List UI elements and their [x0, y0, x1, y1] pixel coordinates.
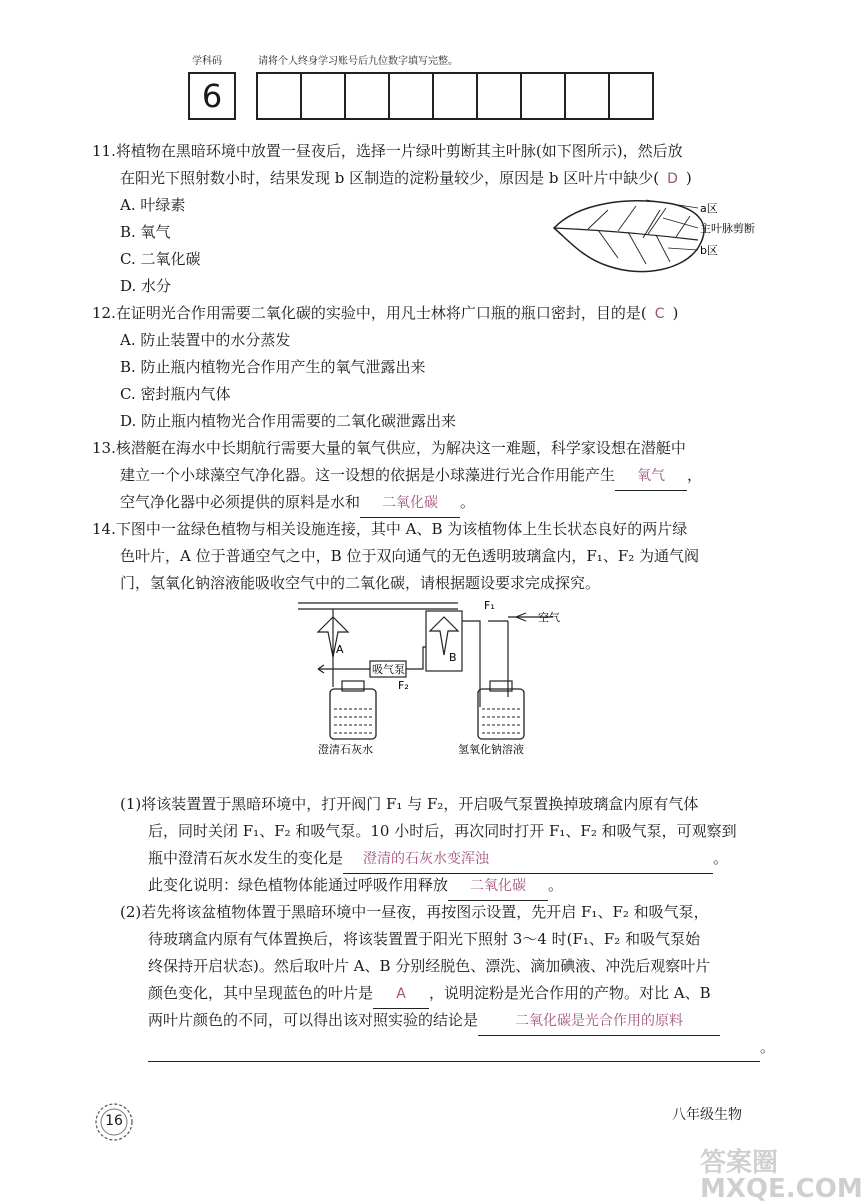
subject-code-box: 6 [188, 72, 236, 120]
label-leaf-b: B [449, 651, 457, 664]
digit-box[interactable] [256, 72, 302, 120]
q14-p1-line4 [148, 872, 563, 901]
q12-stem [92, 300, 678, 328]
digit-box[interactable] [300, 72, 346, 120]
q14-p1-line3-text: 瓶中澄清石灰水发生的变化是 [148, 849, 344, 867]
q11-answer: D [667, 171, 678, 187]
q11-stem-line1: 11.将植物在黑暗环境中放置一昼夜后，选择一片绿叶剪断其主叶脉(如下图所示)，然后放 [92, 142, 683, 160]
q14-p2-line1: (2)若先将该盆植物体置于黑暗环境中一昼夜，再按图示设置，先开启 F₁、F₂ 和吸气泵， [120, 903, 709, 921]
label-leaf-a: A [336, 643, 344, 656]
label-valve-f2: F₂ [398, 679, 409, 692]
q13-answer-oxygen[interactable]: 氧气 [615, 463, 687, 491]
q12-option-d: D. 防止瓶内植物光合作用需要的二氧化碳泄露出来 [120, 412, 457, 430]
q14-p1-period1: 。 [713, 849, 729, 867]
q12-stem-text: 12.在证明光合作用需要二氧化碳的实验中，用凡士林将广口瓶的瓶口密封，目的是( [92, 304, 647, 322]
q13-answer-co2[interactable]: 二氧化碳 [360, 490, 460, 518]
leaf-figure [548, 188, 778, 284]
q14-p2-line4-post: ，说明淀粉是光合作用的产物。对比 A、B [429, 984, 711, 1002]
label-b-zone: b区 [700, 244, 718, 257]
digit-box[interactable] [432, 72, 478, 120]
digit-box[interactable] [564, 72, 610, 120]
q14-p1-line4-text: 此变化说明：绿色植物体能通过呼吸作用释放 [148, 876, 449, 894]
q13-line1: 13.核潜艇在海水中长期航行需要大量的氧气供应，为解决这一难题，科学家设想在潜艇中 [92, 439, 686, 457]
q12-answer: C [654, 306, 665, 322]
q14-p2-line5-text: 两叶片颜色的不同，可以得出该对照实验的结论是 [148, 1011, 479, 1029]
footer-watermark: 答案圈 MXQE.COM [700, 1148, 863, 1204]
q14-p2-answer-conclusion[interactable]: 二氧化碳是光合作用的原料 [478, 1008, 720, 1036]
page-number: 16 [105, 1113, 123, 1129]
q13-line2 [120, 462, 702, 491]
label-valve-f1: F₁ [484, 599, 495, 612]
q14-p1-line1: (1)将该装置置于黑暗环境中，打开阀门 F₁ 与 F₂，开启吸气泵置换掉玻璃盒内原有气体 [120, 795, 699, 813]
q12-close-paren: ) [672, 304, 679, 322]
q14-line2: 色叶片，A 位于普通空气之中，B 位于双向通气的无色透明玻璃盒内，F₁、F₂ 为通气阀 [120, 547, 700, 565]
q13-line3 [120, 489, 475, 518]
q14-p2-line6 [148, 1034, 775, 1062]
apparatus-figure [298, 597, 588, 757]
digit-box[interactable] [520, 72, 566, 120]
q14-line3: 门，氢氧化钠溶液能吸收空气中的二氧化碳，请根据题设要求完成探究。 [120, 574, 601, 592]
q12-option-a: A. 防止装置中的水分蒸发 [120, 331, 291, 349]
q14-p1-answer-change[interactable]: 澄清的石灰水变浑浊 [343, 846, 713, 874]
q11-option-a: A. 叶绿素 [120, 196, 186, 214]
digit-box[interactable] [344, 72, 390, 120]
q14-p1-line2: 后，同时关闭 F₁、F₂ 和吸气泵。10 小时后，再次同时打开 F₁、F₂ 和吸气泵，可观察到 [148, 822, 737, 840]
digit-box[interactable] [476, 72, 522, 120]
q13-line2-text: 建立一个小球藻空气净化器。这一设想的依据是小球藻进行光合作用能产生 [120, 466, 616, 484]
q11-option-b: B. 氧气 [120, 223, 171, 241]
q12-option-b: B. 防止瓶内植物光合作用产生的氧气泄露出来 [120, 358, 426, 376]
account-instruction: 请将个人终身学习账号后九位数字填写完整。 [258, 56, 458, 67]
digit-box[interactable] [608, 72, 654, 120]
q14-p1-answer-co2[interactable]: 二氧化碳 [448, 873, 548, 901]
q14-p2-line2: 待玻璃盒内原有气体置换后，将该装置置于阳光下照射 3～4 时(F₁、F₂ 和吸气泵始 [148, 930, 701, 948]
q11-option-c: C. 二氧化碳 [120, 250, 201, 268]
label-pump: 吸气泵 [372, 663, 405, 676]
q14-p2-period: 。 [760, 1038, 776, 1056]
q14-p1-line3 [148, 845, 728, 874]
q14-p2-line4 [148, 980, 711, 1009]
q11-option-d: D. 水分 [120, 277, 172, 295]
q14-p2-answer-leaf[interactable]: A [373, 981, 429, 1009]
q13-line3-text: 空气净化器中必须提供的原料是水和 [120, 493, 361, 511]
digit-box[interactable] [388, 72, 434, 120]
label-naoh: 氢氧化钠溶液 [458, 743, 524, 756]
q14-p2-line5 [148, 1007, 720, 1036]
q12-option-c: C. 密封瓶内气体 [120, 385, 231, 403]
label-limewater: 澄清石灰水 [318, 743, 373, 756]
q14-line1: 14.下图中一盆绿色植物与相关设施连接，其中 A、B 为该植物体上生长状态良好的两片绿 [92, 520, 688, 538]
book-title: 八年级生物 [672, 1107, 742, 1123]
q11-close-paren: ) [685, 169, 692, 187]
q14-p1-period2: 。 [548, 876, 564, 894]
label-air: 空气 [538, 611, 560, 624]
q11-stem-text: 在阳光下照射数小时，结果发现 b 区制造的淀粉量较少，原因是 b 区叶片中缺少( [120, 169, 660, 187]
label-vein-cut: 主叶脉剪断 [700, 222, 755, 235]
subject-code-label: 学科码 [192, 56, 222, 67]
q14-p2-answer-continuation[interactable] [148, 1034, 760, 1062]
q13-period: 。 [460, 493, 476, 511]
q13-comma: ， [687, 466, 703, 484]
label-a-zone: a区 [700, 202, 718, 215]
q14-p2-line3: 终保持开启状态)。然后取叶片 A、B 分别经脱色、漂洗、滴加碘液、冲洗后观察叶片 [148, 957, 711, 975]
q14-p2-line4-text: 颜色变化，其中呈现蓝色的叶片是 [148, 984, 374, 1002]
account-digit-boxes[interactable] [258, 72, 654, 120]
